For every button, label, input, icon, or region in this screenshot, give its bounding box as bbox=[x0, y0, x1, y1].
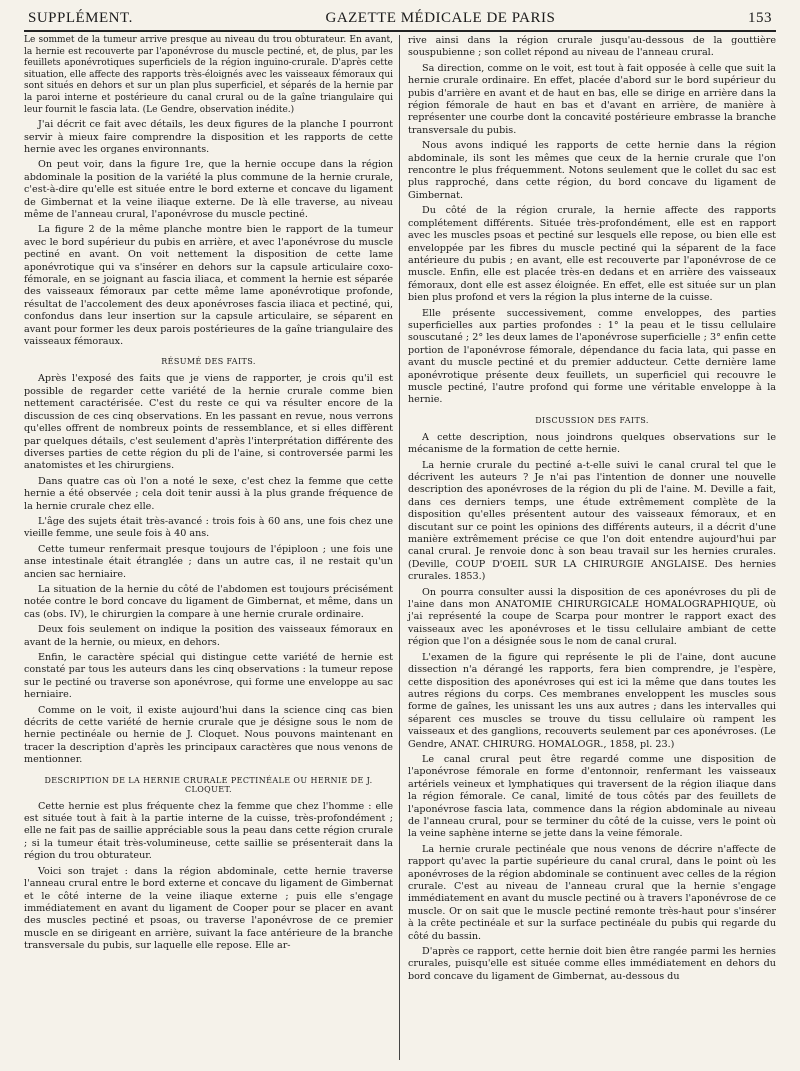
paragraph: D'après ce rapport, cette hernie doit bien être rangée parmi les hernies crurales, puisqu'elle est située comme elles immédiatement en dehors du bord concave du ligament de Gimbernat, au-dessous du bbox=[408, 946, 776, 982]
paragraph: J'ai décrit ce fait avec détails, les deux figures de la planche I pourront servir à mieux faire comprendre la disposition et les rapports de cette hernie avec les organes environnants. bbox=[24, 119, 393, 155]
paragraph: Deux fois seulement on indique la position des vaisseaux fémoraux en avant de la hernie, ou mieux, en dehors. bbox=[24, 624, 393, 648]
paragraph: La hernie crurale du pectiné a-t-elle suivi le canal crural tel que le décrivent les auteurs ? Je n'ai pas l'intention de donner une nouvelle description des aponévroses de la région du pli de l'aine. M. Deville a fait, dans ces derniers temps, une étude extrêmement complète de la disposition qu'elles présentent autour des vaisseaux fémoraux, et en discutant sur ce point les opinions des différents auteurs, il a décrit d'une manière extrêmement précise ce que l'on doit entendre aujourd'hui par canal crural. Je renvoie donc à son beau travail sur les hernies crurales. (Deville, COUP D'OEIL SUR LA CHIRURGIE ANGLAISE. Des hernies crurales. 1853.) bbox=[408, 459, 776, 583]
paragraph: Le canal crural peut être regardé comme une disposition de l'aponévrose fémorale en forme d'entonnoir, renfermant les vaisseaux artériels veineux et lymphatiques qui traversent de la région iliaque dans la région fémorale. Ce canal, limité de tous côtés par des feuillets de l'aponévrose fascia lata, commence dans la région abdominale au niveau de l'anneau crural, pour se terminer du côté de la cuisse, vers le point où la veine saphène interne se jette dans la veine fémorale. bbox=[408, 753, 776, 840]
paragraph: Voici son trajet : dans la région abdominale, cette hernie traverse l'anneau crural entre le bord externe et concave du ligament de Gimbernat et le côté interne de la veine iliaque externe ; puis elle s'engage immédiatement en avant du ligament de Cooper pour se placer en avant des muscles pectiné et psoas, ou traverse l'aponévrose de ce premier muscle en se dirigeant en arrière, suivant la face antérieure de la branche transversale du pubis, sur laquelle elle repose. Elle ar- bbox=[24, 865, 393, 952]
paragraph: L'âge des sujets était très-avancé : trois fois à 60 ans, une fois chez une vieille femme, une seule fois à 40 ans. bbox=[24, 515, 393, 540]
section-heading-discussion: DISCUSSION DES FAITS. bbox=[535, 415, 649, 425]
paragraph: rive ainsi dans la région crurale jusqu'au-dessous de la gouttière souspubienne ; son collet répond au niveau de l'anneau crural. bbox=[408, 35, 776, 59]
header-page-number: 153 bbox=[748, 10, 772, 26]
paragraph: On peut voir, dans la figure 1re, que la hernie occupe dans la région abdominale la position de la variété la plus commune de la hernie crurale, c'est-à-dire qu'elle est située entre le bord externe et concave du ligament de Gimbernat et la veine iliaque externe. De là elle traverse, au niveau même de l'anneau crural, l'aponévrose du muscle pectiné. bbox=[24, 159, 393, 220]
paragraph: Cette tumeur renfermait presque toujours de l'épiploon ; une fois une anse intestinale était étranglée ; dans un autre cas, il ne restait qu'un ancien sac herniaire. bbox=[24, 543, 393, 580]
section-heading-description: DESCRIPTION DE LA HERNIE CRURALE PECTINÉALE OU HERNIE DE J. CLOQUET. bbox=[44, 775, 373, 794]
paragraph: Dans quatre cas où l'on a noté le sexe, c'est chez la femme que cette hernie a été observée ; cela doit tenir aussi à la plus grande fréquence de la hernie crurale chez elle. bbox=[24, 475, 393, 512]
paragraph: Nous avons indiqué les rapports de cette hernie dans la région abdominale, ils sont les mêmes que ceux de la hernie crurale que l'on rencontre le plus fréquemment. Notons seulement que le collet du sac est plus rapproché, dans cette région, du bord concave du ligament de Gimbernat. bbox=[408, 140, 776, 201]
paragraph: Cette hernie est plus fréquente chez la femme que chez l'homme : elle est située tout à fait à la partie interne de la cuisse, très-profondément ; elle ne fait pas de saillie appréciable sous la peau dans cette région crurale ; si la tumeur était très-volumineuse, cette saillie se présenterait dans la région du trou obturateur. bbox=[24, 800, 393, 862]
text-columns bbox=[24, 35, 776, 1060]
paragraph: On pourra consulter aussi la disposition de ces aponévroses du pli de l'aine dans mon ANATOMIE CHIRURGICALE HOMALOGRAPHIQUE, où j'ai représenté la coupe de Scarpa pour montrer le rapport exact des vaisseaux avec les aponévroses et le tissu cellulaire ambiant de cette région que l'on a désignée sous le nom de canal crural. bbox=[408, 586, 776, 648]
paragraph: La situation de la hernie du côté de l'abdomen est toujours précisément notée contre le bord concave du ligament de Gimbernat, et même, dans un cas (obs. IV), le chirurgien la compare à une hernie crurale ordinaire. bbox=[24, 583, 393, 620]
left-column bbox=[24, 35, 400, 1060]
paragraph: Enfin, le caractère spécial qui distingue cette variété de hernie est constaté par tous les auteurs dans les cinq observations : la tumeur repose sur le pectiné ou traverse son aponévrose, qui forme une enveloppe au sac herniaire. bbox=[24, 652, 393, 701]
intro-note: Le sommet de la tumeur arrive presque au niveau du trou obturateur. En avant, la hernie est recouverte par l'aponévrose du muscle pectiné, et, de plus, par les feuillets aponévrotiques superficiels de la région inguino-crurale. D'après cette situation, elle affecte des rapports très-éloignés avec les vaisseaux fémoraux qui sont situés en dehors et sur un plan plus superficiel, et séparés de la hernie par la paroi interne et postérieure du canal crural ou de la gaîne triangulaire qui leur fournit le fascia lata. (Le Gendre, observation inédite.) bbox=[24, 35, 393, 115]
paragraph: La hernie crurale pectinéale que nous venons de décrire n'affecte de rapport qu'avec la partie supérieure du canal crural, dans le point où les aponévroses de la région abdominale se continuent avec celles de la région crurale. C'est au niveau de l'anneau crural que la hernie s'engage immédiatement en avant du muscle pectiné ou à travers l'aponévrose de ce muscle. Or on sait que le muscle pectiné remonte très-haut pour s'insérer à la crête pectinéale et sur la surface pectinéale du pubis qui regarde du côté du bassin. bbox=[408, 843, 776, 942]
paragraph: L'examen de la figure qui représente le pli de l'aine, dont aucune dissection n'a dérangé les rapports, fera bien comprendre, je l'espère, cette disposition des aponévroses qui est ici la même que dans toutes les autres régions du corps. Ces membranes enveloppent les muscles sous forme de gaînes, les unissant les uns aux autres ; dans les intervalles qui séparent ces muscles se trouve du tissu cellulaire où rampent les vaisseaux et des ganglions, recouverts seulement par ces aponévroses. (Le Gendre, ANAT. CHIRURG. HOMALOGR., 1858, pl. 23.) bbox=[408, 651, 776, 750]
paragraph: Après l'exposé des faits que je viens de rapporter, je crois qu'il est possible de regarder cette variété de la hernie crurale comme bien nettement caractérisée. C'est du reste ce qui va résulter encore de la discussion de ces cinq observations. En les passant en revue, nous verrons qu'elles offrent de nombreux points de ressemblance, et si elles diffèrent par quelques détails, c'est seulement d'après l'interprétation différente des diverses parties de cette région du pli de l'aine, si controversée parmi les anatomistes et les chirurgiens. bbox=[24, 373, 393, 472]
header-journal-title: GAZETTE MÉDICALE DE PARIS bbox=[325, 10, 556, 26]
running-header bbox=[24, 10, 776, 32]
paragraph: Comme on le voit, il existe aujourd'hui dans la science cinq cas bien décrits de cette variété de hernie crurale que je désigne sous le nom de hernie pectinéale ou hernie de J. Cloquet. Nous pouvons maintenant en tracer la description d'après les principaux caractères que nous venons de mentionner. bbox=[24, 704, 393, 766]
paragraph: Sa direction, comme on le voit, est tout à fait opposée à celle que suit la hernie crurale ordinaire. En effet, placée d'abord sur le bord supérieur du pubis d'arrière en avant et de haut en bas, elle se dirige en arrière dans la région fémorale de haut en bas et d'avant en arrière, de manière à représenter une courbe dont la concavité postérieure embrasse la branche transversale du pubis. bbox=[408, 62, 776, 136]
paragraph: Elle présente successivement, comme enveloppes, des parties superficielles aux parties profondes : 1° la peau et le tissu cellulaire souscutané ; 2° les deux lames de l'aponévrose superficielle ; 3° enfin cette portion de l'aponévrose fémorale, dépendance du facia lata, qui passe en avant du muscle pectiné et du premier adducteur. Cette dernière lame aponévrotique présente deux feuillets, un superficiel qui recouvre le muscle pectiné, l'autre profond qui forme une véritable enveloppe à la hernie. bbox=[408, 307, 776, 406]
header-supplement: SUPPLÉMENT. bbox=[28, 10, 133, 26]
right-column bbox=[400, 35, 776, 1060]
section-heading-resume: RÉSUMÉ DES FAITS. bbox=[161, 357, 256, 367]
paragraph: Du côté de la région crurale, la hernie affecte des rapports complétement différents. Située très-profondément, elle est en rapport avec les muscles psoas et pectiné sur lesquels elle repose, ou bien elle est enveloppée par les fibres du muscle pectiné qui la séparent de la face antérieure du pubis ; en avant, elle est recouverte par l'aponévrose de ce muscle. Enfin, elle est placée très-en dedans et en arrière des vaisseaux fémoraux, dont elle est assez éloignée. En effet, elle est située sur un plan bien plus profond et vers la région la plus interne de la cuisse. bbox=[408, 205, 776, 304]
paragraph: A cette description, nous joindrons quelques observations sur le mécanisme de la formation de cette hernie. bbox=[408, 431, 776, 456]
paragraph: La figure 2 de la même planche montre bien le rapport de la tumeur avec le bord supérieur du pubis en arrière, et avec l'aponévrose du muscle pectiné en avant. On voit nettement la disposition de cette lame aponévrotique qui va s'insérer en dehors sur la capsule articulaire coxo-fémorale, en se joignant au fascia iliaca, et comment la hernie est séparée des vaisseaux fémoraux par cette même lame aponévrotique profonde, résultat de l'accolement des deux aponévroses fascia iliaca et pectiné, qui, confondus dans leur insertion sur la capsule articulaire, se séparent en avant pour former les deux parois postérieures de la gaîne triangulaire des vaisseaux fémoraux. bbox=[24, 224, 393, 348]
